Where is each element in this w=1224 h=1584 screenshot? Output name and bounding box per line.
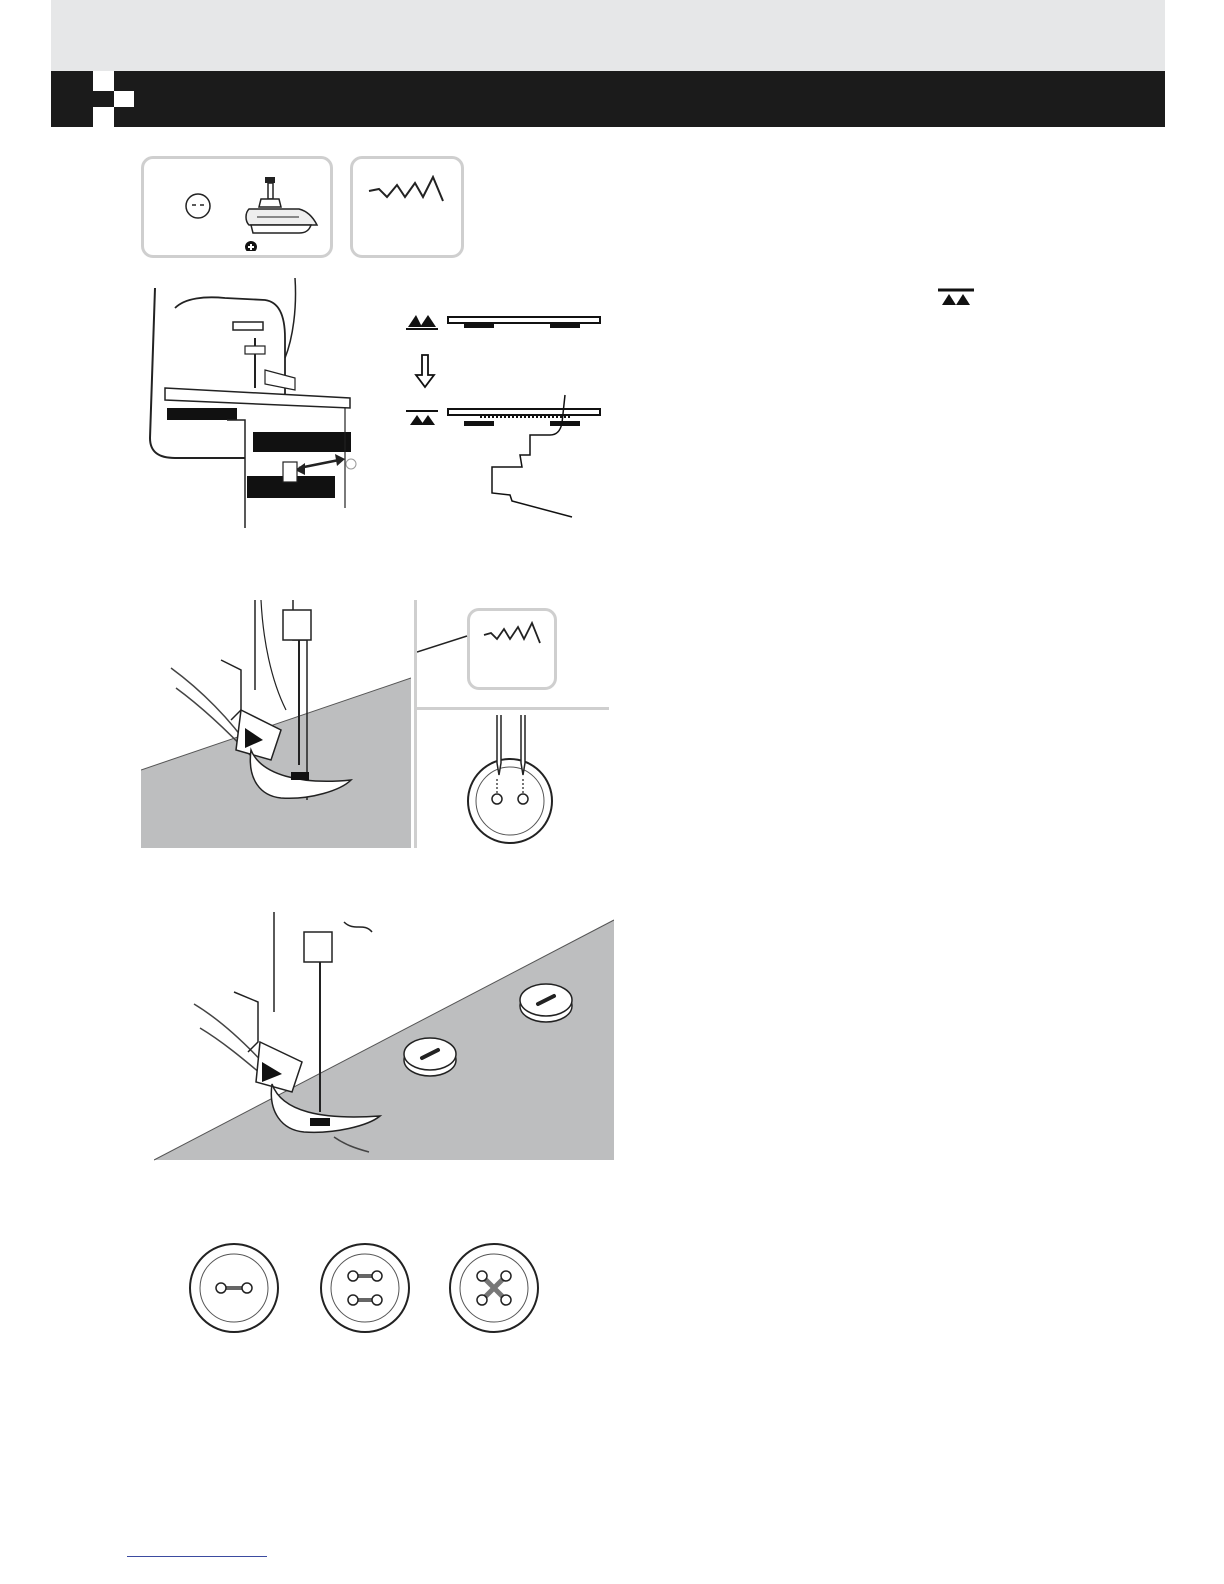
button-thread-shank-figure bbox=[154, 912, 614, 1162]
header-band bbox=[51, 0, 1165, 71]
two-hole-button-icon bbox=[190, 1244, 278, 1332]
feed-dogs-up-icon bbox=[406, 315, 438, 329]
feed-dogs-down-icon bbox=[406, 411, 438, 425]
title-bar-square-icon bbox=[93, 71, 114, 91]
foot-needle-setting-box bbox=[141, 156, 333, 258]
feed-dogs-icon bbox=[936, 287, 976, 307]
stitch-pattern-inset bbox=[467, 608, 557, 690]
title-bar-square-icon bbox=[93, 107, 114, 127]
callout-line bbox=[417, 632, 469, 656]
section-title-bar bbox=[51, 71, 1165, 127]
feed-dog-lever-figure bbox=[145, 278, 365, 530]
zigzag-stitch-icon bbox=[482, 621, 544, 645]
button-icon bbox=[404, 1038, 456, 1076]
button-sewing-figure bbox=[141, 600, 411, 848]
stitch-pattern-box bbox=[350, 156, 464, 258]
button-stitch-patterns bbox=[188, 1240, 544, 1336]
title-bar-square-icon bbox=[114, 91, 134, 107]
button-icon bbox=[520, 984, 572, 1022]
button-needle-swing-detail bbox=[465, 715, 555, 845]
figure-divider bbox=[417, 707, 609, 710]
presser-foot-icon bbox=[239, 171, 319, 251]
zigzag-stitch-icon bbox=[367, 175, 451, 205]
four-hole-parallel-button-icon bbox=[321, 1244, 409, 1332]
footer-link-underline bbox=[127, 1556, 267, 1557]
feed-dog-position-diagram bbox=[400, 305, 610, 520]
four-hole-cross-button-icon bbox=[450, 1244, 538, 1332]
